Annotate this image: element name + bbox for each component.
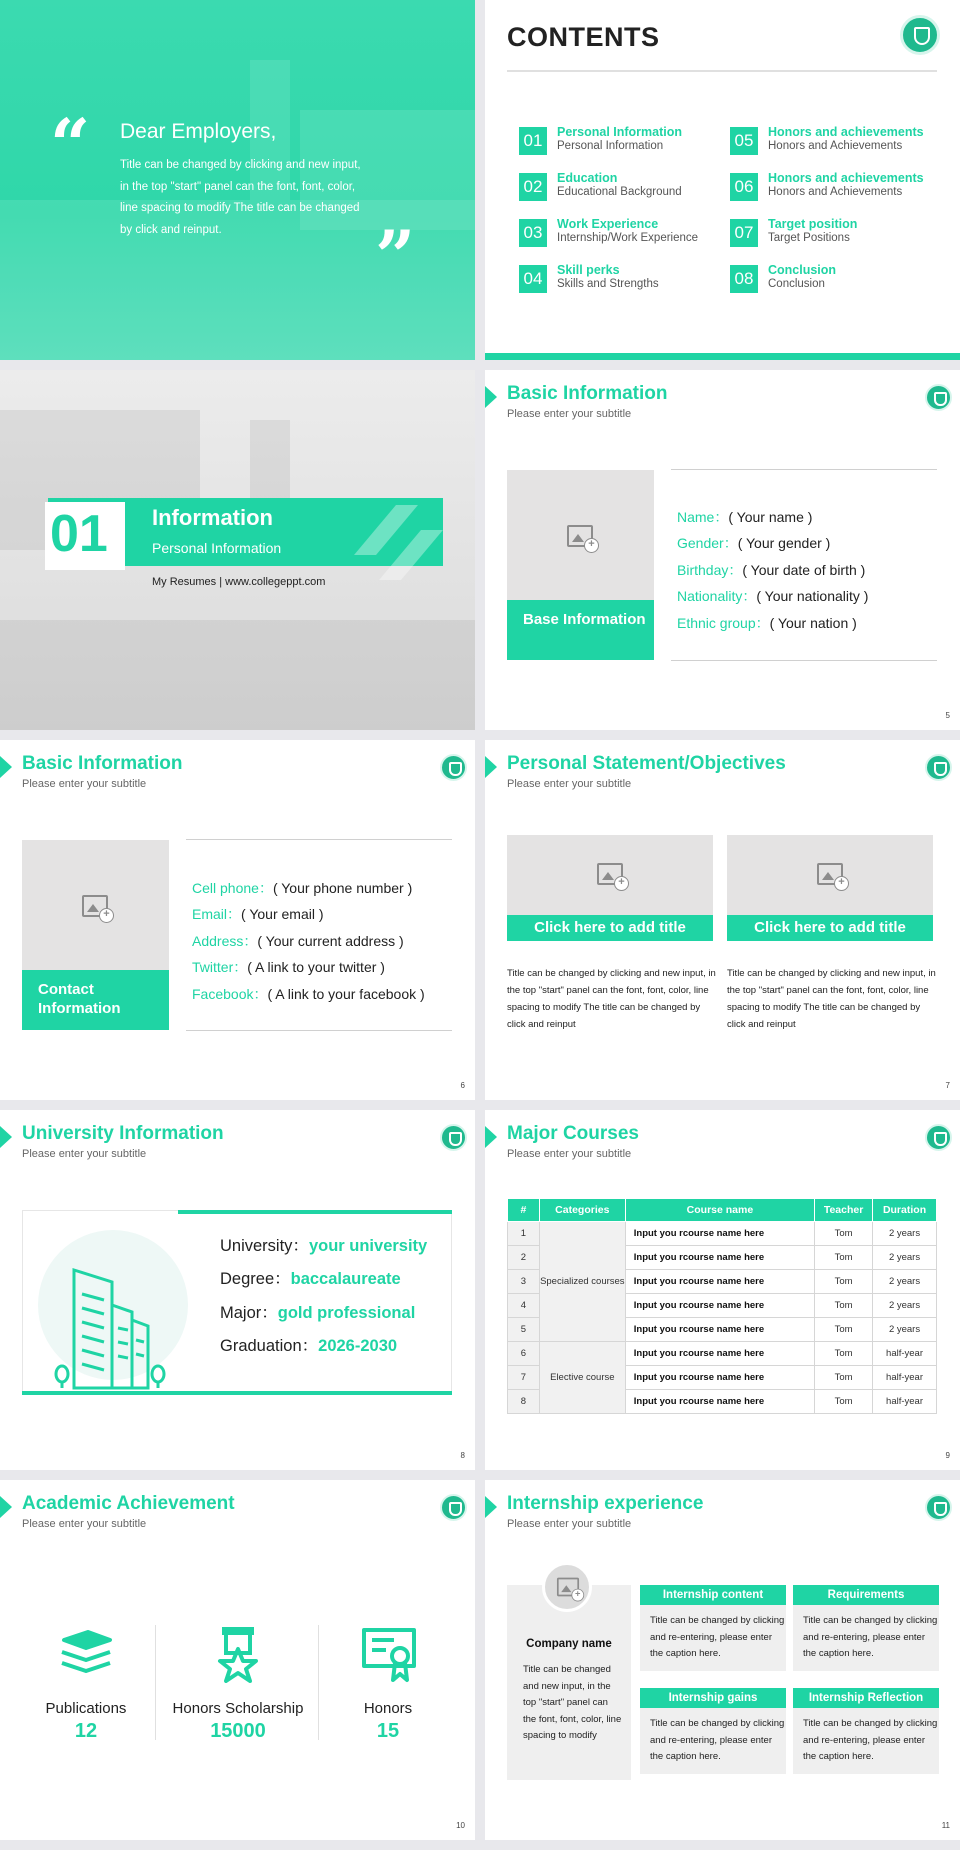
- graduation-row: [220, 1332, 397, 1356]
- university-logo-icon: [925, 754, 952, 781]
- slide-contact-information[interactable]: [0, 740, 475, 1100]
- item-sub: Honors and Achievements: [768, 186, 903, 198]
- info-value[interactable]: ( Your gender ): [737, 535, 831, 551]
- add-title-button[interactable]: Click here to add title: [507, 915, 713, 941]
- contents-title: CONTENTS: [507, 22, 660, 52]
- achievement-label: Honors Scholarship: [172, 1700, 304, 1717]
- item-sub: Conclusion: [768, 278, 825, 290]
- company-logo-placeholder[interactable]: [542, 1562, 592, 1612]
- image-placeholder[interactable]: [727, 835, 933, 915]
- course-table: [507, 1198, 937, 1414]
- company-name[interactable]: Company name: [526, 1638, 612, 1650]
- teacher[interactable]: Tom: [815, 1366, 873, 1390]
- block-heading: Requirements: [793, 1585, 939, 1605]
- slide-title: University Information: [22, 1123, 224, 1144]
- box-label: Base Information: [507, 600, 654, 660]
- company-text: Title can be changed and new input, in the top "start" panel can the font, font, color, line spacing to modify: [523, 1664, 622, 1741]
- item-number: 08: [730, 265, 758, 293]
- teacher[interactable]: Tom: [815, 1342, 873, 1366]
- info-key: Name：: [677, 509, 729, 525]
- page-number: 7: [945, 1081, 950, 1090]
- teacher[interactable]: Tom: [815, 1294, 873, 1318]
- books-icon: [58, 1630, 114, 1676]
- teacher[interactable]: Tom: [815, 1270, 873, 1294]
- duration[interactable]: 2 years: [873, 1294, 937, 1318]
- divider: [507, 70, 937, 72]
- info-key: Address：: [192, 933, 258, 949]
- column-header: Duration: [873, 1199, 937, 1222]
- image-placeholder[interactable]: [507, 835, 713, 915]
- slide-dear-employers[interactable]: [0, 0, 475, 360]
- course-name[interactable]: Input you rcourse name here: [625, 1366, 814, 1390]
- info-value[interactable]: ( A link to your facebook ): [267, 986, 425, 1002]
- info-key: Gender：: [677, 535, 738, 551]
- slide-academic-achievement[interactable]: [0, 1480, 475, 1840]
- header-arrow-icon: [0, 1496, 12, 1518]
- info-row: [677, 613, 857, 633]
- slide-body: Title can be changed by clicking and new input, in the top "start" panel can the font, font, color, line spacing to modify The title can be changed by click and reinput.: [120, 159, 361, 236]
- header-arrow-icon: [485, 756, 497, 778]
- item-number: 07: [730, 219, 758, 247]
- item-sub: Personal Information: [557, 140, 664, 152]
- university-logo-icon: [900, 15, 940, 55]
- slide-title: Major Courses: [507, 1123, 639, 1144]
- item-number: 05: [730, 127, 758, 155]
- row-index: 8: [508, 1390, 540, 1414]
- contents-item[interactable]: [730, 171, 940, 205]
- block-body: Title can be changed by clicking and re-entering, please enter the caption here.: [640, 1605, 786, 1671]
- row-key: Graduation：: [220, 1337, 319, 1355]
- duration[interactable]: 2 years: [873, 1318, 937, 1342]
- slide-contents[interactable]: [485, 0, 960, 360]
- item-number: 04: [519, 265, 547, 293]
- row-index: 7: [508, 1366, 540, 1390]
- item-sub: Target Positions: [768, 232, 850, 244]
- course-name[interactable]: Input you rcourse name here: [625, 1342, 814, 1366]
- divider: [186, 1030, 452, 1031]
- info-row: [192, 904, 324, 924]
- course-name[interactable]: Input you rcourse name here: [625, 1294, 814, 1318]
- add-image-icon[interactable]: [567, 525, 593, 547]
- header-arrow-icon: [485, 1496, 497, 1518]
- row-key: Degree：: [220, 1270, 291, 1288]
- box-label: Contact Information: [22, 970, 169, 1030]
- header-arrow-icon: [485, 1126, 497, 1148]
- section-subtitle: Personal Information: [152, 540, 282, 556]
- teacher[interactable]: Tom: [815, 1390, 873, 1414]
- info-row: [677, 507, 812, 527]
- block-heading: Internship gains: [640, 1688, 786, 1708]
- card-text: Title can be changed by clicking and new input, in the top "start" panel can the font, font, color, line spacing to modify The title can be changed by click and reinput: [727, 968, 936, 1030]
- add-image-icon[interactable]: [597, 863, 623, 885]
- info-value[interactable]: ( Your date of birth ): [742, 562, 866, 578]
- university-row: [220, 1232, 427, 1256]
- teacher[interactable]: Tom: [815, 1318, 873, 1342]
- achievement-label: Publications: [45, 1700, 127, 1717]
- item-sub: Internship/Work Experience: [557, 232, 699, 244]
- university-logo-icon: [440, 754, 467, 781]
- course-name[interactable]: Input you rcourse name here: [625, 1246, 814, 1270]
- contents-item[interactable]: [519, 217, 729, 251]
- block-heading: Internship content: [640, 1585, 786, 1605]
- row-value[interactable]: your university: [308, 1237, 428, 1255]
- slide-subtitle: Please enter your subtitle: [22, 1148, 147, 1160]
- close-quote-icon: ”: [375, 215, 416, 298]
- row-key: Major：: [220, 1304, 278, 1322]
- item-number: 02: [519, 173, 547, 201]
- slide-title: Academic Achievement: [22, 1493, 235, 1514]
- university-logo-icon: [925, 1494, 952, 1521]
- info-value[interactable]: ( Your nation ): [769, 615, 857, 631]
- item-title: Target position: [768, 217, 858, 231]
- page-number: 6: [460, 1081, 465, 1090]
- info-value[interactable]: ( Your nationality ): [756, 588, 869, 604]
- slide-title: Basic Information: [22, 753, 183, 774]
- info-key: Email：: [192, 906, 242, 922]
- achievement-value: 15: [376, 1720, 400, 1742]
- slide-section-divider[interactable]: [0, 370, 475, 730]
- slide-subtitle: Please enter your subtitle: [507, 408, 632, 420]
- university-logo-icon: [925, 384, 952, 411]
- slide-subtitle: Please enter your subtitle: [22, 778, 147, 790]
- column-header: Course name: [625, 1199, 814, 1222]
- major-row: [220, 1299, 415, 1323]
- row-index: 5: [508, 1318, 540, 1342]
- duration[interactable]: half-year: [873, 1390, 937, 1414]
- row-value[interactable]: baccalaureate: [290, 1270, 401, 1288]
- block-heading: Internship Reflection: [793, 1688, 939, 1708]
- block-body: Title can be changed by clicking and re-entering, please enter the caption here.: [793, 1605, 939, 1671]
- slide-title: Basic Information: [507, 383, 668, 404]
- info-value[interactable]: ( A link to your twitter ): [247, 959, 385, 975]
- course-name[interactable]: Input you rcourse name here: [625, 1222, 814, 1246]
- accent-line: [22, 1391, 452, 1395]
- column-header: Categories: [539, 1199, 625, 1222]
- table-row: [508, 1342, 937, 1366]
- contents-item[interactable]: [519, 171, 729, 205]
- section-meta: My Resumes | www.collegeppt.com: [152, 576, 326, 588]
- slide-personal-statement[interactable]: [485, 740, 960, 1100]
- info-key: Twitter：: [192, 959, 248, 975]
- column-header: #: [508, 1199, 540, 1222]
- header-arrow-icon: [0, 756, 12, 778]
- block-body: Title can be changed by clicking and re-entering, please enter the caption here.: [793, 1708, 939, 1774]
- background-steps: [0, 620, 475, 730]
- info-row: [192, 984, 425, 1004]
- slide-university-information[interactable]: [0, 1110, 475, 1470]
- contents-item[interactable]: [519, 263, 729, 297]
- info-key: Facebook：: [192, 986, 268, 1002]
- add-title-button[interactable]: Click here to add title: [727, 915, 933, 941]
- info-key: Nationality：: [677, 588, 757, 604]
- item-title: Work Experience: [557, 217, 659, 231]
- contents-item[interactable]: [730, 217, 940, 251]
- card-text: Title can be changed by clicking and new input, in the top "start" panel can the font, font, color, line spacing to modify The title can be changed by click and reinput: [507, 968, 716, 1030]
- category-cell: Elective course: [539, 1342, 625, 1414]
- slide-subtitle: Please enter your subtitle: [22, 1518, 147, 1530]
- page-number: 11: [941, 1821, 950, 1830]
- row-index: 1: [508, 1222, 540, 1246]
- university-logo-icon: [925, 1124, 952, 1151]
- divider: [155, 1625, 156, 1740]
- column-header: Teacher: [815, 1199, 873, 1222]
- item-title: Honors and achievements: [768, 171, 924, 185]
- slide-basic-information[interactable]: [485, 370, 960, 730]
- page-number: 9: [945, 1451, 950, 1460]
- divider: [671, 469, 937, 470]
- info-value[interactable]: ( Your phone number ): [272, 880, 413, 896]
- accent-bar: [485, 353, 960, 360]
- header-arrow-icon: [0, 1126, 12, 1148]
- slide-subtitle: Please enter your subtitle: [507, 1518, 632, 1530]
- contents-item[interactable]: [730, 263, 940, 297]
- duration[interactable]: 2 years: [873, 1246, 937, 1270]
- section-number: 01: [50, 505, 108, 563]
- accent-line: [178, 1210, 452, 1214]
- achievement-value: 15000: [210, 1720, 266, 1742]
- slide-title: Internship experience: [507, 1493, 704, 1514]
- item-title: Conclusion: [768, 263, 837, 277]
- teacher[interactable]: Tom: [815, 1222, 873, 1246]
- category-cell: Specialized courses: [539, 1222, 625, 1342]
- section-title: Information: [152, 505, 273, 530]
- item-title: Personal Information: [557, 125, 683, 139]
- degree-row: [220, 1265, 401, 1289]
- info-key: Birthday：: [677, 562, 743, 578]
- page-number: 5: [945, 711, 950, 720]
- course-name[interactable]: Input you rcourse name here: [625, 1390, 814, 1414]
- course-name[interactable]: Input you rcourse name here: [625, 1318, 814, 1342]
- info-row: [677, 560, 865, 580]
- duration[interactable]: half-year: [873, 1342, 937, 1366]
- item-sub: Honors and Achievements: [768, 140, 903, 152]
- row-index: 3: [508, 1270, 540, 1294]
- open-quote-icon: “: [50, 103, 91, 186]
- slide-subtitle: Please enter your subtitle: [507, 778, 632, 790]
- add-image-icon[interactable]: [557, 1578, 579, 1597]
- item-sub: Educational Background: [557, 186, 682, 198]
- info-key: Ethnic group：: [677, 615, 770, 631]
- info-value[interactable]: ( Your email ): [241, 906, 324, 922]
- slide-internship-experience[interactable]: [485, 1480, 960, 1840]
- divider: [186, 839, 452, 840]
- info-row: [192, 878, 412, 898]
- slide-title: Dear Employers,: [120, 120, 277, 143]
- contents-item[interactable]: [519, 125, 729, 159]
- divider: [671, 660, 937, 661]
- info-row: [192, 957, 385, 977]
- page-number: 10: [456, 1821, 465, 1830]
- block-body: Title can be changed by clicking and re-entering, please enter the caption here.: [640, 1708, 786, 1774]
- info-row: [192, 931, 404, 951]
- item-sub: Skills and Strengths: [557, 278, 659, 290]
- slide-subtitle: Please enter your subtitle: [507, 1148, 632, 1160]
- info-value[interactable]: ( Your name ): [728, 509, 813, 525]
- slide-major-courses[interactable]: [485, 1110, 960, 1470]
- certificate-icon: [360, 1626, 418, 1684]
- building-icon: [52, 1260, 172, 1390]
- achievement-label: Honors: [363, 1700, 413, 1717]
- duration[interactable]: half-year: [873, 1366, 937, 1390]
- row-value[interactable]: gold professional: [277, 1304, 416, 1322]
- header-arrow-icon: [485, 386, 497, 408]
- row-index: 4: [508, 1294, 540, 1318]
- item-number: 01: [519, 127, 547, 155]
- row-key: University：: [220, 1237, 309, 1255]
- row-value[interactable]: 2026-2030: [318, 1337, 398, 1355]
- item-title: Honors and achievements: [768, 125, 924, 139]
- slide-title: Personal Statement/Objectives: [507, 753, 786, 774]
- item-number: 06: [730, 173, 758, 201]
- achievement-value: 12: [74, 1720, 98, 1742]
- teacher[interactable]: Tom: [815, 1246, 873, 1270]
- info-row: [677, 586, 868, 606]
- table-header-row: [508, 1199, 937, 1222]
- duration[interactable]: 2 years: [873, 1270, 937, 1294]
- page-number: 8: [460, 1451, 465, 1460]
- item-title: Skill perks: [557, 263, 620, 277]
- duration[interactable]: 2 years: [873, 1222, 937, 1246]
- add-image-icon[interactable]: [82, 895, 108, 917]
- contents-item[interactable]: [730, 125, 940, 159]
- info-key: Cell phone：: [192, 880, 273, 896]
- table-row: [508, 1222, 937, 1246]
- row-index: 6: [508, 1342, 540, 1366]
- course-name[interactable]: Input you rcourse name here: [625, 1270, 814, 1294]
- item-number: 03: [519, 219, 547, 247]
- university-logo-icon: [440, 1494, 467, 1521]
- info-row: [677, 533, 830, 553]
- award-ribbon-icon: [216, 1625, 260, 1683]
- item-title: Education: [557, 171, 618, 185]
- university-logo-icon: [440, 1124, 467, 1151]
- info-value[interactable]: ( Your current address ): [257, 933, 404, 949]
- add-image-icon[interactable]: [817, 863, 843, 885]
- row-index: 2: [508, 1246, 540, 1270]
